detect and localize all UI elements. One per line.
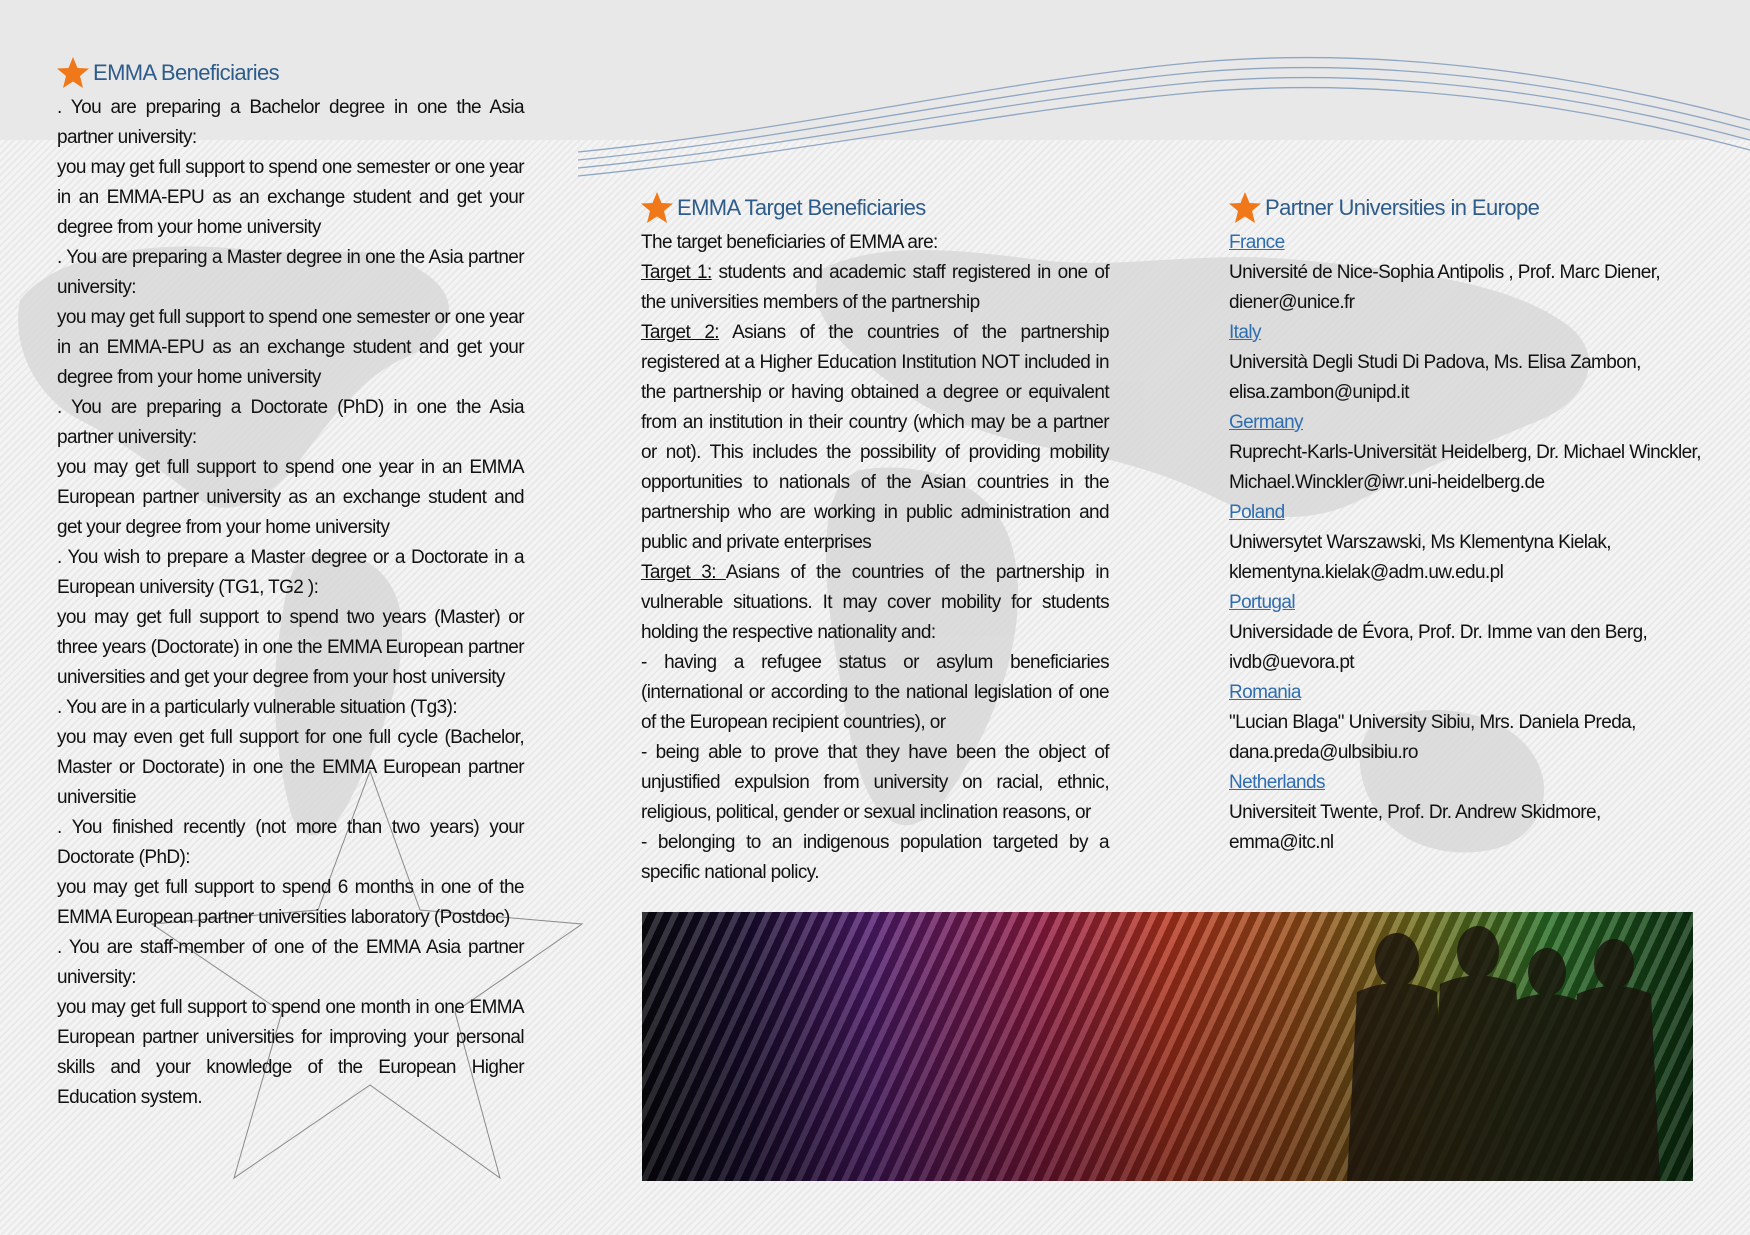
partner-universities-heading — [1229, 190, 1709, 226]
bullet-item: - being able to prove that they have been the object of unjustified expulsion from university on racial, ethnic, religious, political, gender or sexual inclination reasons, or — [641, 742, 1109, 823]
partner-contact: "Lucian Blaga" University Sibiu, Mrs. Daniela Preda, — [1229, 712, 1636, 733]
paragraph: . You are preparing a Bachelor degree in one the Asia partner university: — [57, 97, 524, 148]
partner-universities-title: Partner Universities in Europe — [1265, 195, 1540, 220]
partner-email[interactable]: ivdb@uevora.pt — [1229, 652, 1354, 673]
partner-entry-germany — [1229, 408, 1709, 498]
paragraph: . You are preparing a Doctorate (PhD) in one the Asia partner university: — [57, 397, 524, 448]
partner-email[interactable]: Michael.Winckler@iwr.uni-heidelberg.de — [1229, 472, 1545, 493]
paragraph: . You are staff-member of one of the EMMA Asia partner university: — [57, 937, 524, 988]
wave-decoration — [578, 58, 1750, 176]
partner-email[interactable]: klementyna.kielak@adm.uw.edu.pl — [1229, 562, 1504, 583]
partner-contact: Università Degli Studi Di Padova, Ms. Elisa Zambon, — [1229, 352, 1641, 373]
partner-email[interactable]: elisa.zambon@unipd.it — [1229, 382, 1409, 403]
intro-text: The target beneficiaries of EMMA are: — [641, 232, 938, 253]
target-1 — [641, 258, 1109, 318]
silhouette-photo — [642, 912, 1693, 1181]
beneficiaries-column — [57, 55, 524, 1113]
paragraph: you may get full support to spend one year in an EMMA European partner university as an exchange student and get your degree from your home university — [57, 457, 524, 538]
target-beneficiaries-heading — [641, 190, 1109, 226]
paragraph: . You finished recently (not more than two years) your Doctorate (PhD): — [57, 817, 524, 868]
target-3 — [641, 558, 1109, 648]
bullet-item: - belonging to an indigenous population targeted by a specific national policy. — [641, 832, 1109, 883]
target-1-text: students and academic staff registered in one of the universities members of the partnership — [641, 262, 1109, 313]
country-link-italy[interactable]: Italy — [1229, 322, 1261, 343]
beneficiaries-heading — [57, 55, 524, 91]
target-2-text: Asians of the countries of the partnership registered at a Higher Education Institution NOT included in the partnership or having obtained a degree or equivalent from an institution in their country (which may be a partner or not). This includes the possibility of providing mobility opportunities to nationals of the Asian countries in the partnership who are working in public administration and public and private enterprises — [641, 322, 1109, 553]
paragraph: you may get full support to spend 6 months in one of the EMMA European partner universities laboratory (Postdoc) — [57, 877, 524, 928]
paragraph: you may get full support to spend one semester or one year in an EMMA-EPU as an exchange student and get your degree from your home university — [57, 157, 524, 238]
partner-entry-italy — [1229, 318, 1709, 408]
target-3-label: Target 3: — [641, 562, 726, 583]
partner-email[interactable]: diener@unice.fr — [1229, 292, 1355, 313]
paragraph: . You wish to prepare a Master degree or a Doctorate in a European university (TG1, TG2 ): — [57, 547, 524, 598]
partner-universities-column — [1229, 190, 1709, 858]
people-silhouettes — [642, 912, 1693, 1181]
partner-entry-romania — [1229, 678, 1709, 768]
beneficiaries-title: EMMA Beneficiaries — [93, 60, 280, 85]
paragraph: you may even get full support for one full cycle (Bachelor, Master or Doctorate) in one the EMMA European partner universitie — [57, 727, 524, 808]
country-link-germany[interactable]: Germany — [1229, 412, 1303, 433]
paragraph: you may get full support to spend one month in one EMMA European partner universities for improving your personal skills and your knowledge of the European Higher Education system. — [57, 997, 524, 1108]
partner-email[interactable]: dana.preda@ulbsibiu.ro — [1229, 742, 1418, 763]
country-link-portugal[interactable]: Portugal — [1229, 592, 1295, 613]
target-beneficiaries-column — [641, 190, 1109, 888]
star-icon — [1227, 190, 1263, 226]
partner-contact: Universiteit Twente, Prof. Dr. Andrew Skidmore, — [1229, 802, 1601, 823]
paragraph: . You are preparing a Master degree in one the Asia partner university: — [57, 247, 524, 298]
country-link-netherlands[interactable]: Netherlands — [1229, 772, 1325, 793]
country-link-france[interactable]: France — [1229, 232, 1285, 253]
partner-email[interactable]: emma@itc.nl — [1229, 832, 1334, 853]
partner-entry-portugal — [1229, 588, 1709, 678]
star-icon — [55, 55, 91, 91]
target-2-label: Target 2: — [641, 322, 719, 343]
bullet-item: - having a refugee status or asylum beneficiaries (international or according to the national legislation of one of the European recipient countries), or — [641, 652, 1109, 733]
country-link-romania[interactable]: Romania — [1229, 682, 1301, 703]
target-3-text: Asians of the countries of the partnership in vulnerable situations. It may cover mobility for students holding the respective nationality and: — [641, 562, 1109, 643]
partner-entry-france — [1229, 228, 1709, 318]
paragraph: you may get full support to spend one semester or one year in an EMMA-EPU as an exchange student and get your degree from your home university — [57, 307, 524, 388]
target-beneficiaries-title: EMMA Target Beneficiaries — [677, 195, 926, 220]
star-icon — [639, 190, 675, 226]
partner-contact: Université de Nice-Sophia Antipolis , Prof. Marc Diener, — [1229, 262, 1661, 283]
partner-contact: Universidade de Évora, Prof. Dr. Imme van den Berg, — [1229, 622, 1648, 643]
paragraph: you may get full support to spend two years (Master) or three years (Doctorate) in one the EMMA European partner universities and get your degree from your host university — [57, 607, 524, 688]
paragraph: . You are in a particularly vulnerable situation (Tg3): — [57, 697, 458, 718]
partner-entry-poland — [1229, 498, 1709, 588]
target-2 — [641, 318, 1109, 558]
partner-contact: Uniwersytet Warszawski, Ms Klementyna Kielak, — [1229, 532, 1611, 553]
partner-entry-netherlands — [1229, 768, 1709, 858]
target-1-label: Target 1: — [641, 262, 712, 283]
partner-contact: Ruprecht-Karls-Universität Heidelberg, Dr. Michael Winckler, — [1229, 442, 1701, 463]
country-link-poland[interactable]: Poland — [1229, 502, 1285, 523]
